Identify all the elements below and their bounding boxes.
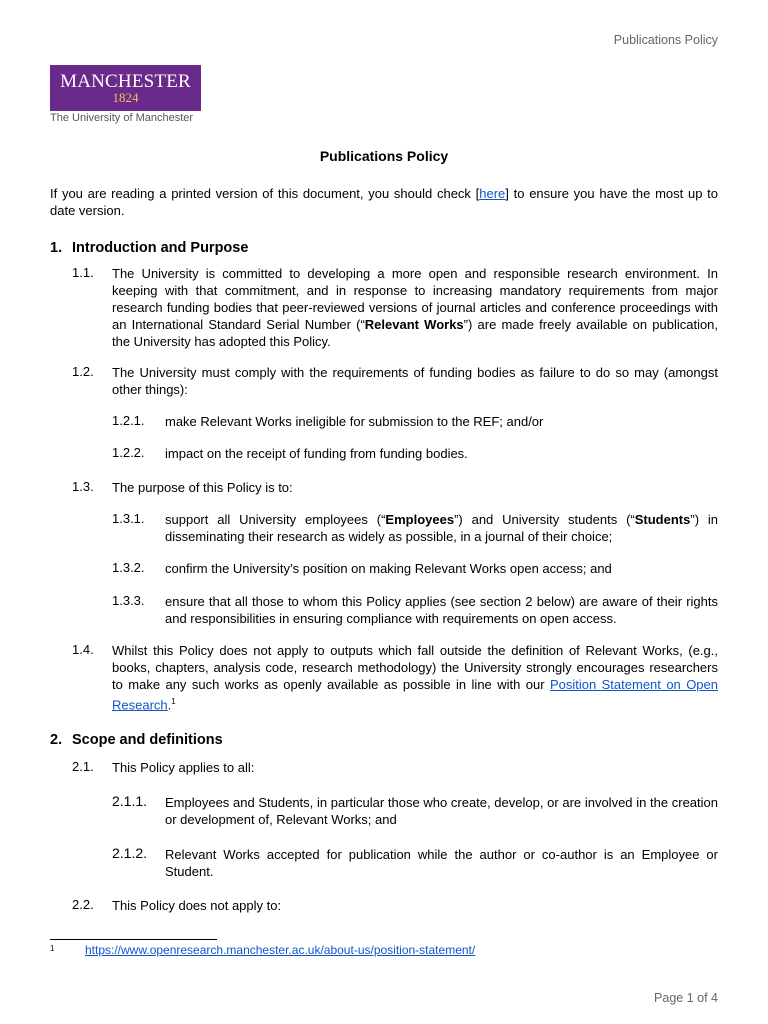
clause-1-3-2-number: 1.3.2. (112, 560, 145, 575)
clause-1-2-number: 1.2. (72, 364, 94, 379)
logo-subtitle: The University of Manchester (50, 112, 194, 124)
clause-1-1: The University is committed to developing a more open and responsible research environment. In keeping with that commitment, and in response to increasing mandatory requirements from major research funding bodies that peer-reviewed versions of journal articles and conference proceedings with an International Standard Serial Number (“Relevant Works”) are made freely available on publication, the University has adopted this Policy. (112, 266, 719, 349)
clause-1-3: The purpose of this Policy is to: (112, 480, 293, 495)
clause-1-4: Whilst this Policy does not apply to outputs which fall outside the definition of Relevant Works, (e.g., books, chapters, analysis code, research methodology) the University strongly encourages researchers to make any such works as openly available as possible in line with our Position Statement on Open Research.$^1$ (112, 643, 719, 713)
clause-2-2: This Policy does not apply to: (112, 898, 282, 913)
clause-1-2-1-number: 1.2.1. (112, 413, 145, 428)
logo-wordmark: MANCHESTER (60, 71, 191, 92)
clause-1-2: The University must comply with the requirements of funding bodies as failure to do so may (amongst other things): (112, 365, 718, 397)
section-2-number: 2. (50, 732, 63, 748)
clause-1-3-2: confirm the University’s position on making Relevant Works open access; and (165, 561, 612, 576)
page-title: Publications Policy (319, 148, 449, 164)
clause-1-2-2-number: 1.2.2. (112, 445, 145, 460)
clause-1-3-1-number: 1.3.1. (112, 511, 145, 526)
clause-1-2-1: make Relevant Works ineligible for submission to the REF; and/or (165, 414, 544, 429)
logo-year: 1824 (112, 90, 139, 105)
intro-paragraph: If you are reading a printed version of this document, you should check [here] to ensure you have the most up to date version. (50, 186, 718, 218)
section-2-heading: Scope and definitions (72, 732, 223, 748)
footnote-link[interactable]: https://www.openresearch.manchester.ac.uk/about-us/position-statement/ (85, 943, 476, 957)
clause-2-1-2-number: 2.1.2. (112, 845, 148, 861)
clause-1-3-3-number: 1.3.3. (112, 593, 145, 608)
clause-2-1-number: 2.1. (72, 759, 94, 774)
footnote-separator (50, 939, 217, 940)
footnote-ref: 1 (171, 697, 176, 706)
clause-1-1-number: 1.1. (72, 265, 94, 280)
clause-1-3-3: ensure that all those to whom this Policy applies (see section 2 below) are aware of their rights and responsibilities in ensuring compliance with requirements on open access. (165, 594, 718, 626)
section-1-number: 1. (50, 240, 63, 256)
page-number: Page 1 of 4 (654, 991, 718, 1005)
here-link[interactable]: here (479, 186, 506, 201)
clause-2-1: This Policy applies to all: (112, 760, 255, 775)
running-header: Publications Policy (613, 33, 718, 47)
clause-2-1-1-number: 2.1.1. (112, 793, 148, 809)
clause-2-1-2: Relevant Works accepted for publication while the author or co-author is an Employee or Student. (165, 847, 718, 879)
clause-2-1-1: Employees and Students, in particular those who create, develop, or are involved in the creation or development of, Relevant Works; and (165, 795, 718, 827)
university-logo (50, 65, 201, 111)
clause-1-4-number: 1.4. (72, 642, 94, 657)
clause-1-3-1: support all University employees (“Employees”) and University students (“Students”) in disseminating their research as widely as possible, in a journal of their choice; (165, 512, 718, 544)
section-1-heading: Introduction and Purpose (72, 240, 249, 256)
position-statement-link[interactable]: Position Statement on Open Research (112, 677, 719, 713)
footnote-number: 1 (50, 944, 55, 953)
clause-1-3-number: 1.3. (72, 479, 94, 494)
clause-2-2-number: 2.2. (72, 897, 94, 912)
clause-1-2-2: impact on the receipt of funding from funding bodies. (165, 446, 468, 461)
